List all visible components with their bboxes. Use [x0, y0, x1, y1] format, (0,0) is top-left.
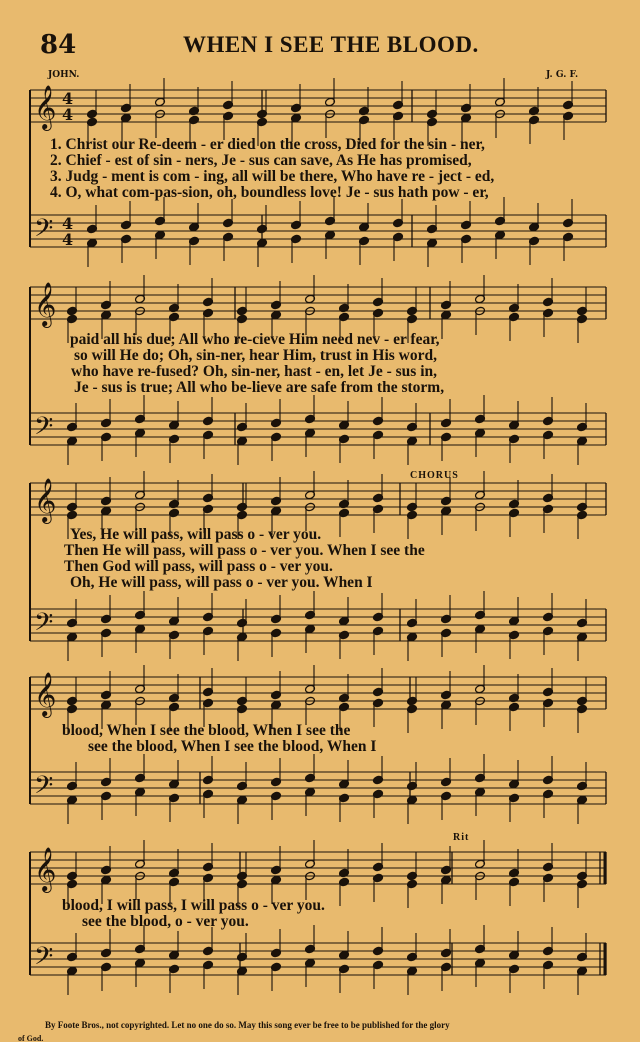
lyric-line: blood, When I see the blood, When I see the [62, 722, 351, 739]
treble-clef: 𝄞 [34, 672, 57, 716]
lyric-line: blood, I will pass, I will pass o - ver you. [62, 897, 325, 914]
treble-clef: 𝄞 [34, 478, 57, 522]
treble-clef: 𝄞 [34, 282, 57, 326]
lyric-line: Oh, He will pass, will pass o - ver you. When I [70, 574, 373, 591]
ritardando-marking: Rit [453, 832, 470, 843]
lyric-line: Then He will pass, will pass o - ver you. When I see the [64, 542, 425, 559]
lyric-line: Then God will pass, will pass o - ver you. [64, 558, 333, 575]
time-signature: 4 [62, 214, 74, 233]
time-signature: 4 [62, 230, 74, 249]
bass-clef: 𝄢 [34, 771, 54, 806]
lyric-line: who have re-fused? Oh, sin-ner, hast - en, let Je - sus in, [71, 363, 437, 380]
bass-clef: 𝄢 [34, 608, 54, 643]
lyric-line: see the blood, o - ver you. [82, 913, 249, 930]
hymn-title: WHEN I SEE THE BLOOD. [183, 32, 479, 57]
composer-credit: JOHN. [48, 70, 80, 80]
lyric-line: Je - sus is true; All who be-lieve are safe from the storm, [74, 379, 445, 396]
lyric-line: Yes, He will pass, will pass o - ver you. [70, 526, 322, 543]
lyric-line: so will He do; Oh, sin-ner, hear Him, trust in His word, [74, 347, 437, 364]
time-signature: 4 [62, 105, 74, 124]
copyright-footer-continued: of God. [18, 1034, 44, 1042]
time-signature: 4 [62, 89, 74, 108]
treble-clef: 𝄞 [34, 85, 57, 129]
treble-clef: 𝄞 [34, 847, 57, 891]
copyright-footer: By Foote Bros., not copyrighted. Let no one do so. May this song ever be free to be published for the glory [45, 1020, 450, 1030]
arranger-credit: J. G. F. [546, 70, 579, 80]
lyric-line: paid all his due; All who re-cieve Him need nev - er fear, [70, 331, 440, 348]
lyric-line: see the blood, When I see the blood, When I [88, 738, 377, 755]
lyric-line: 2. Chief - est of sin - ners, Je - sus can save, As He has promised, [50, 152, 472, 169]
bass-clef: 𝄢 [34, 214, 54, 249]
lyric-line: 1. Christ our Re-deem - er died on the cross, Died for the sin - ner, [50, 136, 485, 153]
lyric-line: 3. Judg - ment is com - ing, all will be there, Who have re - ject - ed, [50, 168, 495, 185]
lyric-line: 4. O, what com-pas-sion, oh, boundless love! Je - sus hath pow - er, [50, 184, 489, 201]
bass-clef: 𝄢 [34, 942, 54, 977]
bass-clef: 𝄢 [34, 412, 54, 447]
chorus-marking: CHORUS [410, 470, 459, 481]
page-number: 84 [40, 30, 77, 60]
